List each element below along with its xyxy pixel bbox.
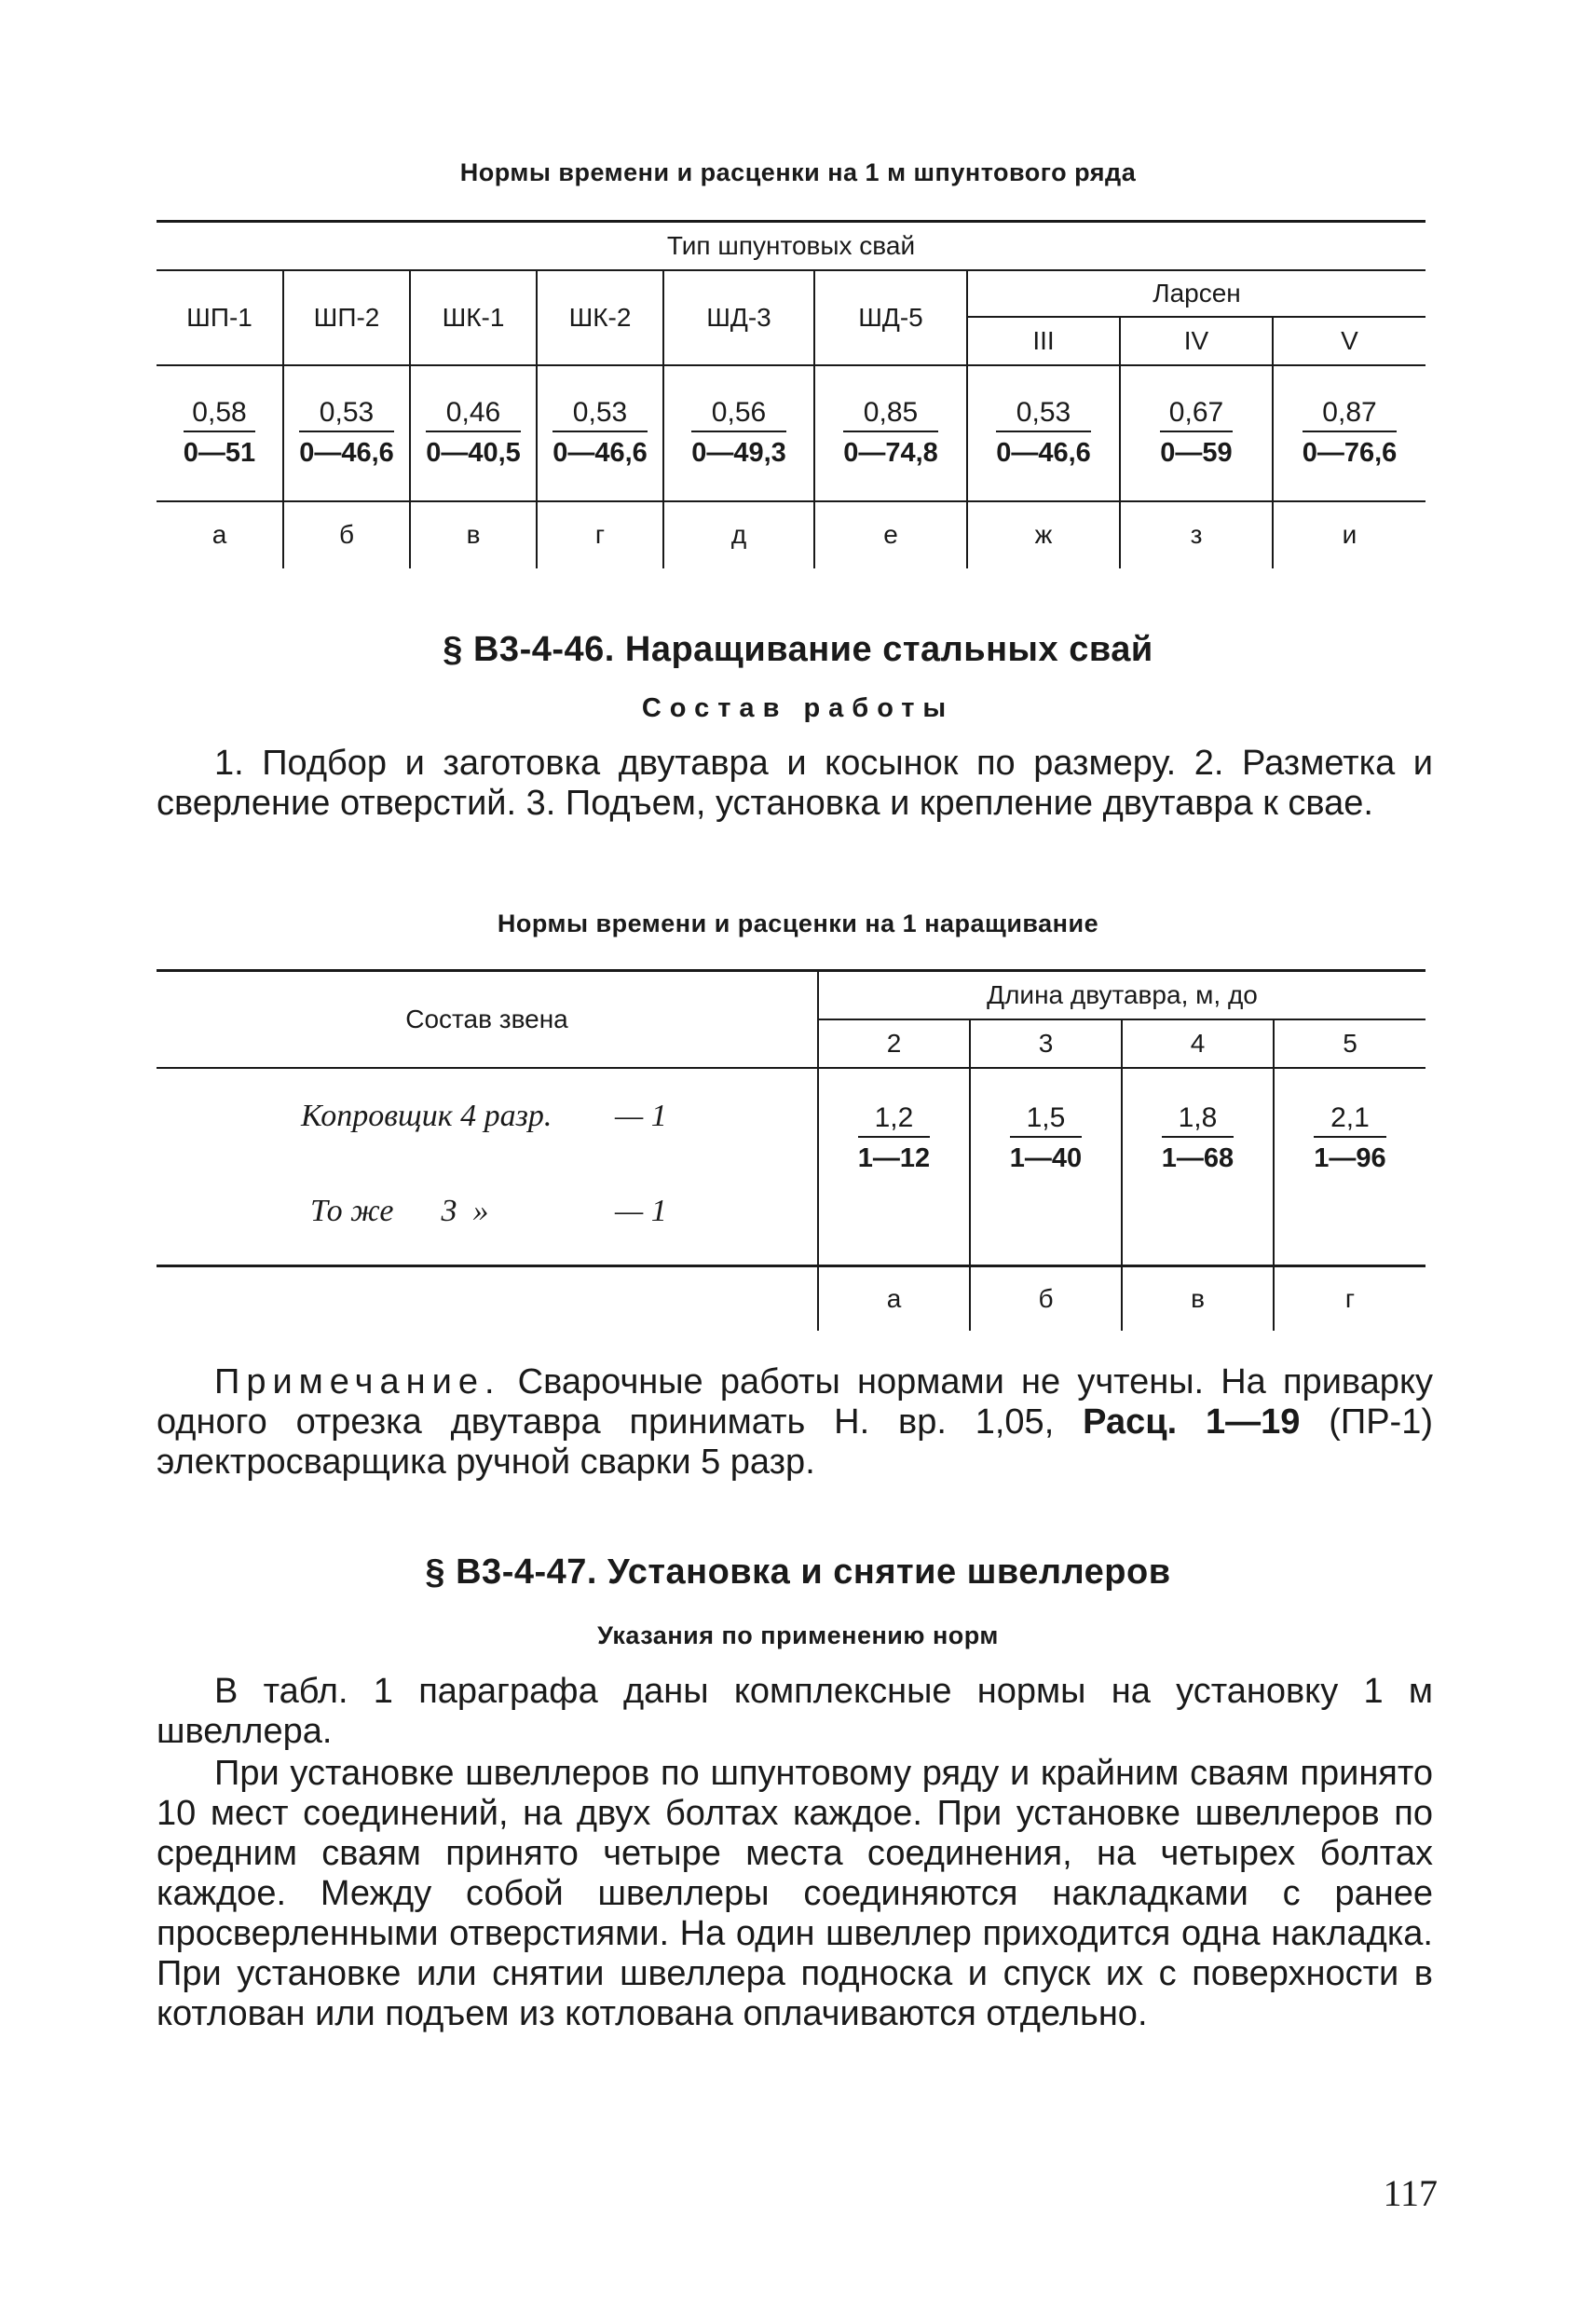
norm-rate [1303, 397, 1398, 469]
section46-text [157, 744, 1433, 824]
note-text-a: Сварочные работы нормами не учтены. На приварку одного отрезка двутавра принимать Н. вр. 1,05, [157, 1362, 1433, 1442]
norm-value: 0,53 [299, 397, 394, 432]
column-letter: а [157, 501, 283, 568]
rate-value: 0—40,5 [426, 438, 521, 468]
column-letter: а [818, 1265, 970, 1331]
rate-value: 1—96 [1314, 1142, 1386, 1173]
column-letter: д [663, 501, 814, 568]
table1-col-header: ШД-3 [663, 270, 814, 365]
page-number: 117 [1383, 2172, 1438, 2214]
section47-paragraph-2 [157, 1754, 1433, 2034]
column-letter: г [1344, 1283, 1356, 1313]
norm-value: 1,2 [858, 1102, 930, 1138]
norm-value: 0,85 [843, 397, 938, 432]
table1 [157, 220, 1425, 568]
table1-larsen-col: IV [1120, 317, 1273, 365]
norm-value: 1,8 [1162, 1102, 1234, 1138]
note [157, 1362, 1433, 1483]
rate-value: 1—40 [1009, 1142, 1083, 1173]
crew-member: Копровщик 4 разр. [301, 1098, 552, 1133]
table1-larsen-col: V [1273, 317, 1425, 365]
crew-header: Состав звена [157, 971, 818, 1068]
column-letter: в [410, 501, 537, 568]
table2-values-row [157, 1068, 1425, 1266]
section47-subtitle: Указания по применению норм [597, 1621, 999, 1649]
column-letter: в [1122, 1265, 1274, 1331]
norm-rate [299, 397, 394, 469]
table1-caption: Нормы времени и расценки на 1 м шпунтового ряда [459, 158, 1137, 186]
table1-larsen-col: III [967, 317, 1120, 365]
norm-rate [1314, 1102, 1385, 1174]
rate-value: 1—68 [1161, 1142, 1235, 1173]
section47-p1: В табл. 1 параграфа даны комплексные нормы на установку 1 м швеллера. [157, 1672, 1433, 1751]
table1-col-header: ШП-2 [283, 270, 410, 365]
rate-value: 0—46,6 [996, 438, 1091, 468]
length-col: 2 [818, 1019, 970, 1068]
norm-rate [426, 397, 521, 469]
column-letter: з [1120, 501, 1273, 568]
norm-rate [858, 1102, 930, 1174]
section47-p2: При установке швеллеров по шпунтовому ряду и крайним сваям принято 10 мест соединений, на двух болтах каждое. При установке швеллеров по средним сваям принято четыре места соединения, на четырех болтах каждое. Между собой швеллеры соединяются накладками с ранее просверленными отверстиями. На один швеллер приходится одна накладка. При установке или снятии швеллера поднoска и спуск их с поверхности в котлован или подъем из котлована оплачиваются отдельно. [157, 1754, 1433, 2033]
norm-value: 0,53 [552, 397, 648, 432]
rate-value: 0—51 [183, 438, 256, 468]
table2 [157, 969, 1425, 1331]
table1-col-header: ШК-1 [410, 270, 537, 365]
rate-value: 0—46,6 [552, 438, 648, 468]
rate-value: 0—74,8 [843, 438, 938, 468]
rate-value: 0—46,6 [299, 438, 394, 468]
norm-value: 0,67 [1160, 397, 1232, 432]
section47-title: § В3-4-47. Установка и снятие швеллеров [425, 1552, 1171, 1592]
column-letter: и [1342, 520, 1357, 549]
norm-rate [1160, 397, 1232, 469]
rate-value: 0—76,6 [1302, 438, 1398, 468]
section46-title: § В3-4-46. Наращивание стальных свай [443, 630, 1153, 669]
norm-value: 0,46 [426, 397, 521, 432]
norm-rate [552, 397, 648, 469]
norm-rate [691, 397, 786, 469]
table1-letters-row [157, 501, 1425, 568]
column-letter: ж [967, 501, 1120, 568]
table1-group-header: Тип шпунтовых свай [157, 222, 1425, 270]
norm-value: 0,58 [184, 397, 255, 432]
section47-paragraph-1 [157, 1672, 1433, 1752]
norm-rate [184, 397, 255, 469]
column-letter: б [970, 1265, 1122, 1331]
norm-rate [1010, 1102, 1082, 1174]
table1-larsen-header: Ларсен [967, 270, 1425, 317]
table2-caption: Нормы времени и расценки на 1 наращивание [497, 909, 1099, 937]
rate-value: 0—59 [1160, 438, 1233, 468]
norm-rate [1162, 1102, 1234, 1174]
section46-subtitle: Состав работы [641, 693, 955, 723]
column-letter: е [814, 501, 967, 568]
crew-count: — 1 [615, 1193, 667, 1228]
rate-value: 0—49,3 [691, 438, 786, 468]
norm-value: 0,56 [691, 397, 786, 432]
crew-count: — 1 [615, 1098, 667, 1133]
length-col: 4 [1122, 1019, 1274, 1068]
norm-value: 2,1 [1314, 1102, 1385, 1138]
norm-value: 0,53 [996, 397, 1091, 432]
norm-rate [996, 397, 1091, 469]
length-header: Длина двутавра, м, до [818, 971, 1425, 1019]
table1-col-header: ШД-5 [814, 270, 967, 365]
note-bold-rate: Расц. 1—19 [1083, 1402, 1301, 1442]
table2-letters-row [157, 1265, 1425, 1331]
rate-value: 1—12 [857, 1142, 931, 1173]
length-col: 3 [970, 1019, 1122, 1068]
table1-col-header: ШП-1 [157, 270, 283, 365]
note-text-b: (ПР-1) электросварщика ручной сварки 5 разр. [157, 1402, 1433, 1482]
crew-member: То же 3 » [310, 1193, 489, 1228]
norm-value: 1,5 [1010, 1102, 1082, 1138]
table1-col-header: ШК-2 [537, 270, 663, 365]
table1-values-row [157, 365, 1425, 501]
note-label: Примечание. [214, 1362, 501, 1402]
section46-body: 1. Подбор и заготовка двутавра и косынок по размеру. 2. Разметка и сверление отверстий. 3. Подъем, установка и крепление двутавра к свае. [157, 744, 1433, 823]
column-letter: г [537, 501, 663, 568]
column-letter: б [283, 501, 410, 568]
norm-value: 0,87 [1303, 397, 1398, 432]
length-col: 5 [1274, 1019, 1425, 1068]
norm-rate [843, 397, 938, 469]
